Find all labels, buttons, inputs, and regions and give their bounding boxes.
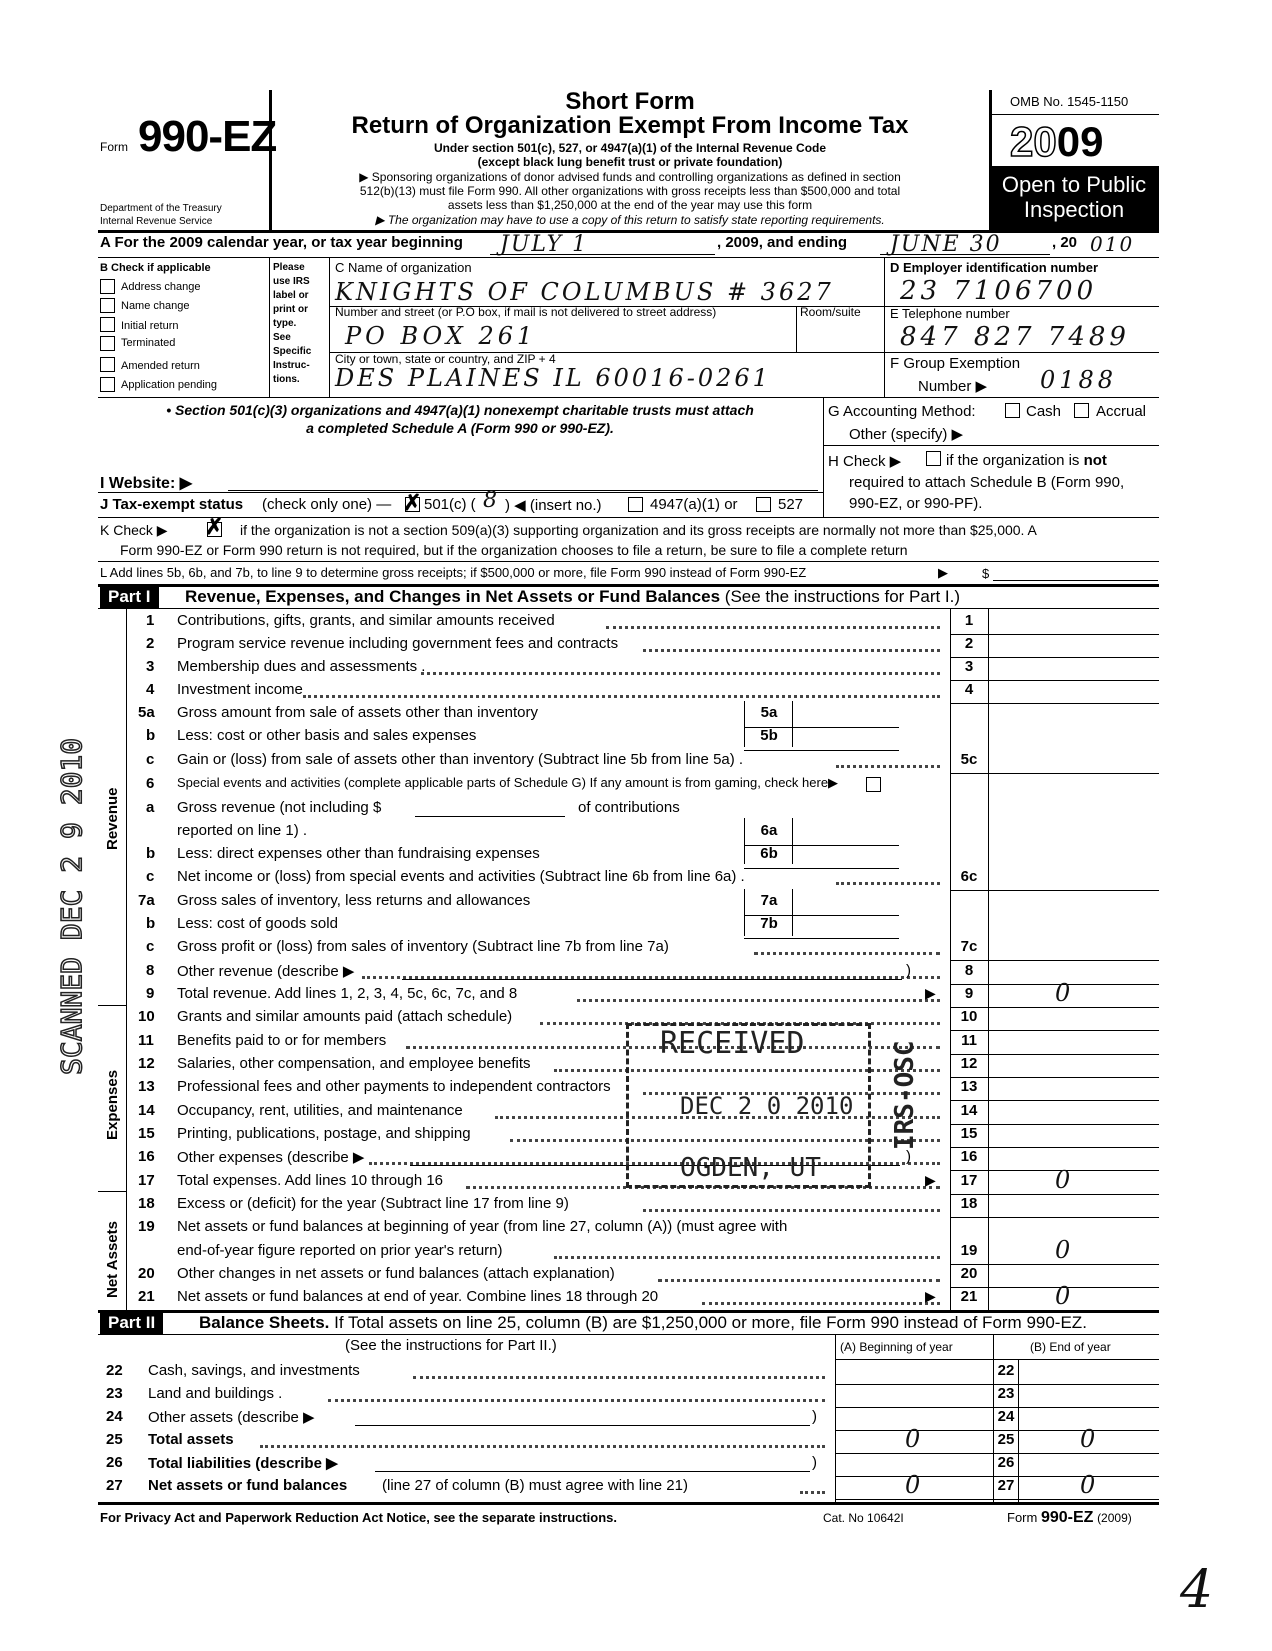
line-text-2: of contributions [578,799,680,816]
line-number: 21 [138,1288,155,1305]
city-label: City or town, state or country, and ZIP + 4 [335,352,556,366]
group-exemption-number[interactable]: 0188 [1040,366,1118,394]
part2-title: Balance Sheets. If Total assets on line 25, column (B) are $1,250,000 or more, file Form 990 instead of Form 990-EZ. [199,1313,1087,1332]
line-number: 25 [106,1431,123,1448]
beginning-year-value[interactable]: 0 [905,1471,923,1499]
accrual-checkbox[interactable] [1074,403,1089,418]
accrual-label: Accrual [1096,403,1147,420]
527-checkbox[interactable] [756,497,771,512]
initial-return-checkbox[interactable] [100,317,115,332]
line-box-number: 14 [960,1102,978,1119]
tax-year [1010,118,1103,166]
form-title-short: Short Form [565,88,695,115]
line-box-number: 27 [997,1477,1015,1494]
line-number: 9 [146,985,155,1002]
open-public-line2: Inspection [1023,197,1125,222]
section-h-line3: 990-EZ, or 990-PF). [849,495,983,512]
4947-checkbox[interactable] [628,497,643,512]
line-box-number: 18 [960,1195,978,1212]
application-pending-checkbox[interactable] [100,377,115,392]
received-stamp-place: OGDEN, UT [680,1153,821,1183]
inner-line-box: 6b [760,845,778,862]
arrow-icon: ▶ [925,1288,936,1304]
scanned-stamp: SCANNED DEC 2 9 2010 [55,737,88,1075]
initial-return-label: Initial return [121,320,179,332]
line-box-number: 26 [997,1454,1015,1471]
cash-checkbox[interactable] [1005,403,1020,418]
line-box-number: 15 [960,1125,978,1142]
dept-line2: Internal Revenue Service [100,216,213,227]
form-subtitle1: Under section 501(c), 527, or 4947(a)(1) of the Internal Revenue Code [433,141,827,155]
line-box-number: 17 [960,1172,978,1189]
leader-dots [836,882,940,885]
line-text: Land and buildings . [148,1385,283,1402]
line-box-number: 8 [964,962,974,979]
section-j-note: (check only one) — [262,496,392,513]
end-year-value[interactable]: 0 [1080,1425,1098,1453]
line-text: Professional fees and other payments to independent contractors [177,1078,611,1095]
line-text: Gross sales of inventory, less returns and allowances [177,892,531,909]
section-j-label: J Tax-exempt status [100,496,244,513]
close-paren: ) [906,1148,911,1165]
527-label: 527 [778,496,804,513]
inner-amount-field[interactable] [744,750,899,751]
part1-title: Revenue, Expenses, and Changes in Net Assets or Fund Balances (See the instructions for Part I.) [185,587,961,606]
line-box-number: 1 [964,612,974,629]
section-l-text: L Add lines 5b, 6b, and 7b, to line 9 to determine gross receipts; if $500,000 or more, file Form 990 instead of Form 990-EZ [100,565,807,580]
inner-line-box: 5b [760,727,778,744]
leader-dots [328,1399,825,1402]
leader-dots [800,1491,825,1494]
line-number: 20 [138,1265,155,1282]
line-number: c [146,938,155,955]
beginning-year-value[interactable]: 0 [905,1425,923,1453]
line-text: Occupancy, rent, utilities, and maintenance [177,1102,463,1119]
line-number: 26 [106,1454,123,1471]
line-number: 23 [106,1385,123,1402]
line-number: 5a [138,704,155,721]
line-box-number: 9 [964,985,974,1002]
close-paren: ) [812,1454,817,1471]
open-to-public-badge [989,166,1159,230]
line-number: 24 [106,1408,123,1425]
amount-field[interactable] [950,890,1159,891]
website-field[interactable] [228,490,818,491]
line-text: end-of-year figure reported on prior year's return) [177,1242,503,1259]
revenue-side-label: Revenue [104,787,121,850]
telephone-number[interactable]: 847 827 7489 [900,322,1130,352]
schedule-a-note2: a completed Schedule A (Form 990 or 990-EZ). [306,420,614,436]
amended-return-label: Amended return [121,360,200,372]
line-text: Net income or (loss) from special events and activities (Subtract line 6b from line 6a) . [177,868,745,885]
room-suite-label: Room/suite [800,305,861,319]
line-text: Gross profit or (loss) from sales of inventory (Subtract line 7b from line 7a) [177,938,669,955]
form-number: 990-EZ [138,112,277,161]
line-text: Less: direct expenses other than fundraising expenses [177,845,540,862]
line-text: Gross revenue (not including $ [177,799,382,816]
organization-name[interactable]: KNIGHTS OF COLUMBUS # 3627 [335,278,834,306]
line-text: Program service revenue including government fees and contracts [177,635,619,652]
line-box-number: 20 [960,1265,978,1282]
line-number: 18 [138,1195,155,1212]
inner-line-box: 7b [760,915,778,932]
inner-line-box: 5a [760,704,778,721]
line-number: 8 [146,962,155,979]
open-public-line1: Open to Public [1001,172,1147,197]
inner-amount-field[interactable] [744,938,899,939]
omb-number: OMB No. 1545-1150 [1010,94,1129,109]
line-number: b [146,915,156,932]
address-change-label: Address change [121,281,201,293]
line-number: 14 [138,1102,155,1119]
amount-field[interactable] [950,1217,1159,1218]
catalog-number: Cat. No 10642I [823,1511,904,1525]
line-box-number: 22 [997,1362,1015,1379]
4947-label: 4947(a)(1) or [650,496,738,513]
line-box-number: 4 [964,681,974,698]
inner-line-box: 6a [760,822,778,839]
amount-value[interactable]: 0 [1055,979,1073,1007]
line-text: Printing, publications, postage, and shipping [177,1125,471,1142]
line-text: Special events and activities (complete applicable parts of Schedule G) If any amount is from gaming, check here▶ [177,775,839,790]
line-number: c [146,868,155,885]
line-box-number: 16 [960,1148,978,1165]
col-b-header: (B) End of year [1030,1340,1111,1354]
leader-dots [836,765,940,768]
leader-dots [658,1279,940,1282]
leader-dots [577,999,940,1002]
line-number: 15 [138,1125,155,1142]
line-text: Investment income [177,681,303,698]
section-k-text2: Form 990-EZ or Form 990 return is not required, but if the organization chooses to file a return, be sure to file a complete return [120,542,908,558]
line-text: Other assets (describe ▶ [148,1409,315,1426]
line-number: 7a [138,892,155,909]
line-number: 19 [138,1218,155,1235]
close-paren: ) [906,962,911,979]
describe-field[interactable] [402,979,902,980]
website-label: I Website: ▶ [100,475,193,492]
line-text-2: (line 27 of column (B) must agree with line 21) [382,1477,688,1494]
amount-field[interactable] [950,960,1159,961]
name-change-checkbox[interactable] [100,298,115,313]
tax-year-end-year[interactable]: 010 [1090,232,1135,256]
amended-return-checkbox[interactable] [100,357,115,372]
line-text: Total assets [148,1431,234,1448]
line-text: Grants and similar amounts paid (attach schedule) [177,1008,513,1025]
gross-revenue-excl-field[interactable] [415,816,565,817]
amount-field[interactable] [950,1100,1159,1101]
gaming-checkbox[interactable] [866,777,881,792]
section-c-label: C Name of organization [335,260,472,275]
line-number: 4 [146,681,155,698]
line-number: b [146,727,156,744]
form-note2: 512(b)(13) must file Form 990. All other organizations with gross receipts less than $500,000 and total [359,184,901,198]
line-text: Gain or (loss) from sale of assets other than inventory (Subtract line 5b from line 5a) . [177,751,744,768]
line-box-number: 5c [960,751,978,768]
501c-number[interactable]: 8 [483,488,499,513]
amount-field-row[interactable] [835,1499,1159,1500]
schedule-b-checkbox[interactable] [926,451,941,466]
line-box-number: 23 [997,1385,1015,1402]
section-g-label: G Accounting Method: [828,403,976,420]
form-subtitle2: (except black lung benefit trust or private foundation) [477,155,783,169]
received-stamp-text: RECEIVED [660,1026,805,1061]
line-text: Salaries, other compensation, and employee benefits [177,1055,531,1072]
irs-osc-stamp: IRS-OSC [890,1040,920,1150]
line-number: 17 [138,1172,155,1189]
received-stamp-date: DEC 2 0 2010 [680,1092,854,1120]
amount-value[interactable]: 0 [1055,1282,1073,1310]
section-h-text: if the organization is not [946,452,1107,469]
line-box-number: 6c [960,868,978,885]
section-k-text1: if the organization is not a section 509(a)(3) supporting organization and its gross receipts are normally not more than $25,000. A [240,522,1037,538]
line-text: Gross amount from sale of assets other than inventory [177,704,539,721]
line-box-number: 2 [964,635,974,652]
line-text: reported on line 1) . [177,822,308,839]
section-a-label: A For the 2009 calendar year, or tax year beginning [100,234,463,251]
name-change-label: Name change [121,300,190,312]
other-specify-label: Other (specify) ▶ [849,426,964,443]
form-note4: ▶ The organization may have to use a copy of this return to satisfy state reporting requirements. [375,213,885,227]
section-l-arrow: ▶ [938,565,948,580]
footer-form: Form 990-EZ (2009) [1007,1509,1132,1526]
line-number: 27 [106,1477,123,1494]
line-box-number: 13 [960,1078,978,1095]
line-text: Total revenue. Add lines 1, 2, 3, 4, 5c, 6c, 7c, and 8 [177,985,518,1002]
schedule-a-note1: • Section 501(c)(3) organizations and 4947(a)(1) nonexempt charitable trusts must attach [166,402,754,418]
address-change-checkbox[interactable] [100,279,115,294]
form-note3: assets less than $1,250,000 at the end of the year may use this form [447,198,813,212]
line-box-number: 24 [997,1408,1015,1425]
line-number: 2 [146,635,155,652]
amount-value[interactable]: 0 [1055,1166,1073,1194]
leader-dots [260,1445,825,1448]
tax-year-outline: 20 [1010,118,1057,165]
line-box-number: 21 [960,1288,978,1305]
line-text: Other expenses (describe ▶ [177,1149,365,1166]
leader-dots [421,672,940,675]
section-a-20: , 20 [1052,234,1078,251]
part1-label: Part I [100,586,159,608]
line-text: Other revenue (describe ▶ [177,963,355,980]
part2-label: Part II [100,1312,163,1334]
line-text: Membership dues and assessments . [177,658,426,675]
employer-id-number[interactable]: 23 7106700 [900,276,1098,306]
netassets-side-label: Net Assets [104,1221,121,1298]
leader-dots [702,1302,940,1305]
501c-checkmark-icon: ✗ [403,490,422,515]
inner-amount-field[interactable] [744,868,899,869]
line-number: 11 [138,1032,154,1049]
leader-dots [554,1256,940,1259]
leader-dots [754,952,940,955]
application-pending-label: Application pending [121,379,218,391]
corner-handwritten-mark: 4 [1180,1560,1216,1620]
line-number: 1 [146,612,155,629]
line-text: Less: cost or other basis and sales expenses [177,727,477,744]
line-number: 6 [146,775,155,792]
describe-field[interactable] [355,1425,810,1426]
street-address[interactable]: PO BOX 261 [345,322,537,350]
leader-dots [413,1376,825,1379]
privacy-notice: For Privacy Act and Paperwork Reduction Act Notice, see the separate instructions. [100,1510,618,1525]
line-text: Benefits paid to or for members [177,1032,387,1049]
form-prefix: Form [100,140,128,154]
leader-dots [643,649,940,652]
section-l-dollar: $ [982,566,990,581]
section-e-label: E Telephone number [890,306,1010,321]
part2-instructions: (See the instructions for Part II.) [345,1337,557,1354]
terminated-label: Terminated [121,337,176,349]
end-year-value[interactable]: 0 [1080,1471,1098,1499]
line-number: 13 [138,1078,155,1095]
col-a-header: (A) Beginning of year [840,1340,953,1354]
line-text: Net assets or fund balances at beginning of year (from line 27, column (A)) (must agree with [177,1218,788,1235]
section-f-number-label: Number ▶ [918,378,988,395]
line-number: b [146,845,156,862]
leader-dots [643,1209,940,1212]
amount-field[interactable] [950,1030,1159,1031]
section-h-label: H Check ▶ [828,453,902,470]
line-text: Total liabilities (describe ▶ [148,1455,338,1472]
line-text: Other changes in net assets or fund balances (attach explanation) [177,1265,615,1282]
terminated-checkbox[interactable] [100,336,115,351]
arrow-icon: ▶ [925,1172,936,1188]
inner-line-box: 7a [760,892,778,909]
line-text: Net assets or fund balances at end of year. Combine lines 18 through 20 [177,1288,659,1305]
line-text: Less: cost of goods sold [177,915,338,932]
line-text: Net assets or fund balances [148,1477,348,1494]
line-box-number: 10 [960,1008,978,1025]
expenses-side-label: Expenses [104,1069,121,1140]
section-k-label: K Check ▶ [100,522,168,538]
section-h-line2: required to attach Schedule B (Form 990, [849,474,1125,491]
cash-label: Cash [1026,403,1062,420]
line-box-number: 11 [961,1032,977,1049]
line-text: Contributions, gifts, grants, and similar amounts received [177,612,555,629]
form-note1: ▶ Sponsoring organizations of donor advised funds and controlling organizations as defined in section [359,170,901,184]
insert-no-label: ) ◀ (insert no.) [505,497,602,514]
line-number: a [146,799,155,816]
line-box-number: 7c [960,938,978,955]
line-text: Cash, savings, and investments [148,1362,360,1379]
line-box-number: 3 [964,658,974,675]
line-number: 16 [138,1148,155,1165]
tax-year-end[interactable]: JUNE 30 [890,232,1002,257]
close-paren: ) [812,1408,817,1425]
line-box-number: 25 [997,1431,1015,1448]
line-number: 10 [138,1008,155,1025]
line-box-number: 12 [960,1055,978,1072]
leader-dots [606,626,940,629]
section-b-label: B Check if applicable [100,262,211,274]
line-text: Excess or (deficit) for the year (Subtract line 17 from line 9) [177,1195,569,1212]
section-d-label: D Employer identification number [890,260,1099,275]
line-number: 22 [106,1362,123,1379]
line-number: 12 [138,1055,155,1072]
tax-year-begin[interactable]: JULY 1 [500,232,589,257]
section-k-checkmark-icon: ✗ [205,514,224,539]
line-text: Total expenses. Add lines 10 through 16 [177,1172,444,1189]
amount-value[interactable]: 0 [1055,1236,1073,1264]
street-label: Number and street (or P.O box, if mail is not delivered to street address) [335,305,717,319]
form-title: Return of Organization Exempt From Income Tax [351,112,909,139]
501c-label: 501(c) ( [424,496,476,513]
amount-field[interactable] [950,773,1159,774]
line-box-number: 19 [960,1242,978,1259]
line-number: c [146,751,155,768]
describe-field[interactable] [375,1471,810,1472]
section-f-label: F Group Exemption [890,355,1021,372]
dept-line1: Department of the Treasury [100,203,222,214]
amount-field[interactable] [950,703,1159,704]
leader-dots [303,695,940,698]
tax-year-bold: 09 [1056,118,1104,165]
arrow-icon: ▶ [925,985,936,1001]
line-number: 3 [146,658,155,675]
section-a-mid: , 2009, and ending [717,234,848,251]
city-state-zip[interactable]: DES PLAINES IL 60016-0261 [335,364,771,392]
